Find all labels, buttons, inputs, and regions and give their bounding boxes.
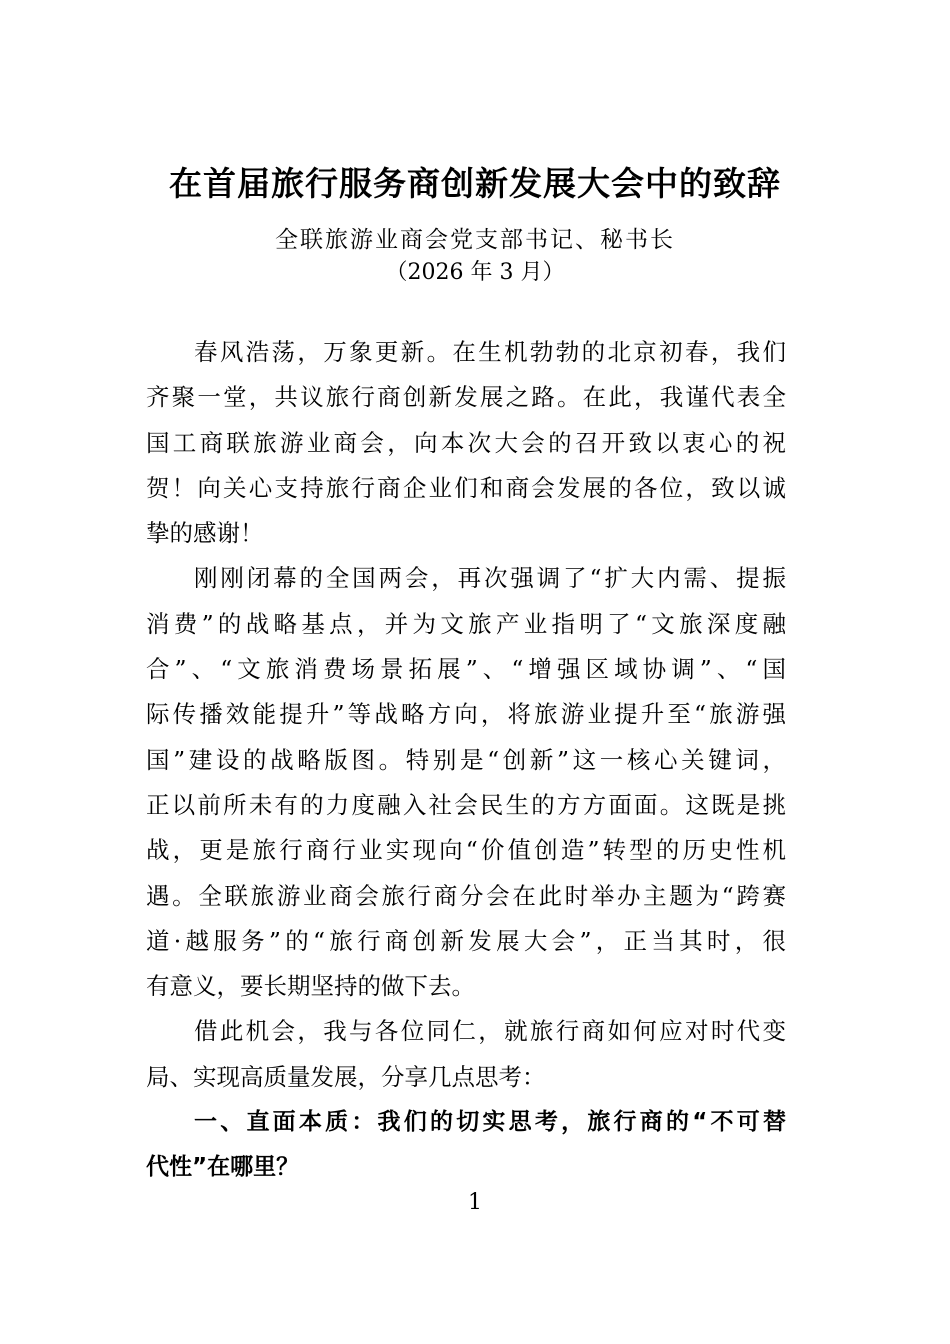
- paragraph-line: 道·越服务”的“旅行商创新发展大会”，正当其时，很: [146, 926, 786, 955]
- section-heading-1: [146, 1100, 786, 1191]
- paragraph-line: 国工商联旅游业商会，向本次大会的召开致以衷心的祝: [146, 428, 786, 457]
- paragraph-line: 际传播效能提升”等战略方向，将旅游业提升至“旅游强: [146, 700, 786, 729]
- paragraph-line: 贺！向关心支持旅行商企业们和商会发展的各位，致以诚: [146, 473, 786, 502]
- paragraph-line: 战，更是旅行商行业实现向“价值创造”转型的历史性机: [146, 836, 786, 865]
- paragraph-2: [146, 556, 786, 1009]
- date-line: （2026 年 3 月）: [385, 260, 565, 285]
- document-title: 在首届旅行服务商创新发展大会中的致辞: [169, 164, 781, 203]
- paragraph-1: [146, 330, 786, 556]
- paragraph-line: 刚刚闭幕的全国两会，再次强调了“扩大内需、提振: [194, 564, 786, 593]
- paragraph-line: 遇。全联旅游业商会旅行商分会在此时举办主题为“跨赛: [146, 881, 786, 910]
- paragraph-3: [146, 1009, 786, 1100]
- heading-line: 一、直面本质：我们的切实思考，旅行商的“不可替: [194, 1109, 786, 1136]
- paragraph-line: 春风浩荡，万象更新。在生机勃勃的北京初春，我们: [194, 338, 786, 366]
- author-line: 全联旅游业商会党支部书记、秘书长: [275, 227, 675, 253]
- page-number: 1: [468, 1190, 482, 1215]
- paragraph-line: 合”、“文旅消费场景拓展”、“增强区域协调”、“国: [146, 655, 786, 684]
- paragraph-line: 局、实现高质量发展，分享几点思考：: [146, 1062, 546, 1091]
- paragraph-line: 借此机会，我与各位同仁，就旅行商如何应对时代变: [194, 1017, 786, 1046]
- paragraph-line: 齐聚一堂，共议旅行商创新发展之路。在此，我谨代表全: [146, 383, 786, 412]
- body-text: [146, 330, 786, 1191]
- heading-line: 代性”在哪里？: [146, 1154, 300, 1181]
- paragraph-line: 国”建设的战略版图。特别是“创新”这一核心关键词，: [146, 745, 786, 774]
- paragraph-line: 挚的感谢！: [146, 519, 264, 548]
- paragraph-line: 有意义，要长期坚持的做下去。: [146, 972, 475, 1001]
- paragraph-line: 消费”的战略基点，并为文旅产业指明了“文旅深度融: [146, 609, 786, 638]
- paragraph-line: 正以前所未有的力度融入社会民生的方方面面。这既是挑: [146, 790, 786, 819]
